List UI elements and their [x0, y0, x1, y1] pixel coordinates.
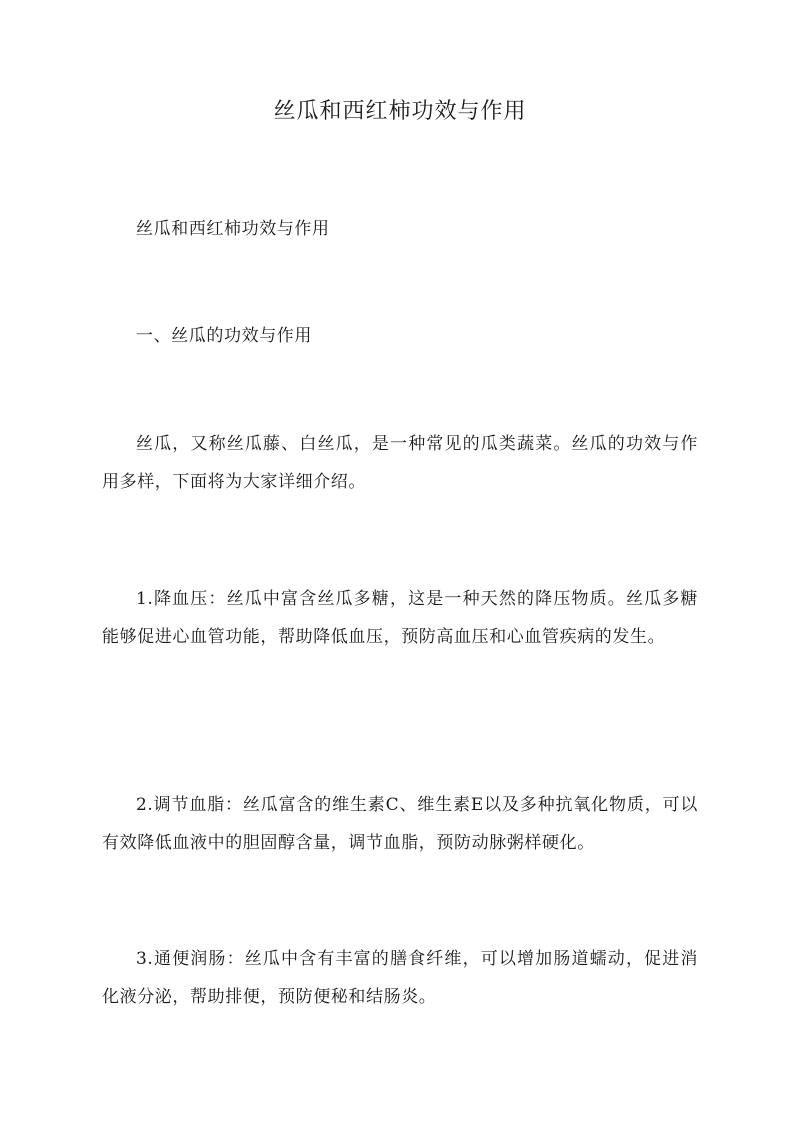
list-item-blood-lipids: 2.调节血脂：丝瓜富含的维生素C、维生素E以及多种抗氧化物质，可以有效降低血液中的胆固醇含量，调节血脂，预防动脉粥样硬化。	[102, 795, 698, 853]
list-item-digestion: 3.通便润肠：丝瓜中含有丰富的膳食纤维，可以增加肠道蠕动，促进消化液分泌，帮助排便，预防便秘和结肠炎。	[102, 949, 698, 1007]
intro-paragraph: 丝瓜，又称丝瓜藤、白丝瓜，是一种常见的瓜类蔬菜。丝瓜的功效与作用多样，下面将为大家详细介绍。	[102, 434, 698, 492]
list-item-blood-pressure: 1.降血压：丝瓜中富含丝瓜多糖，这是一种天然的降压物质。丝瓜多糖能够促进心血管功能，帮助降低血压，预防高血压和心血管疾病的发生。	[102, 589, 698, 647]
document-title: 丝瓜和西红柿功效与作用	[273, 99, 527, 124]
subtitle-paragraph: 丝瓜和西红柿功效与作用	[136, 219, 330, 239]
section-heading: 一、丝瓜的功效与作用	[136, 326, 312, 346]
